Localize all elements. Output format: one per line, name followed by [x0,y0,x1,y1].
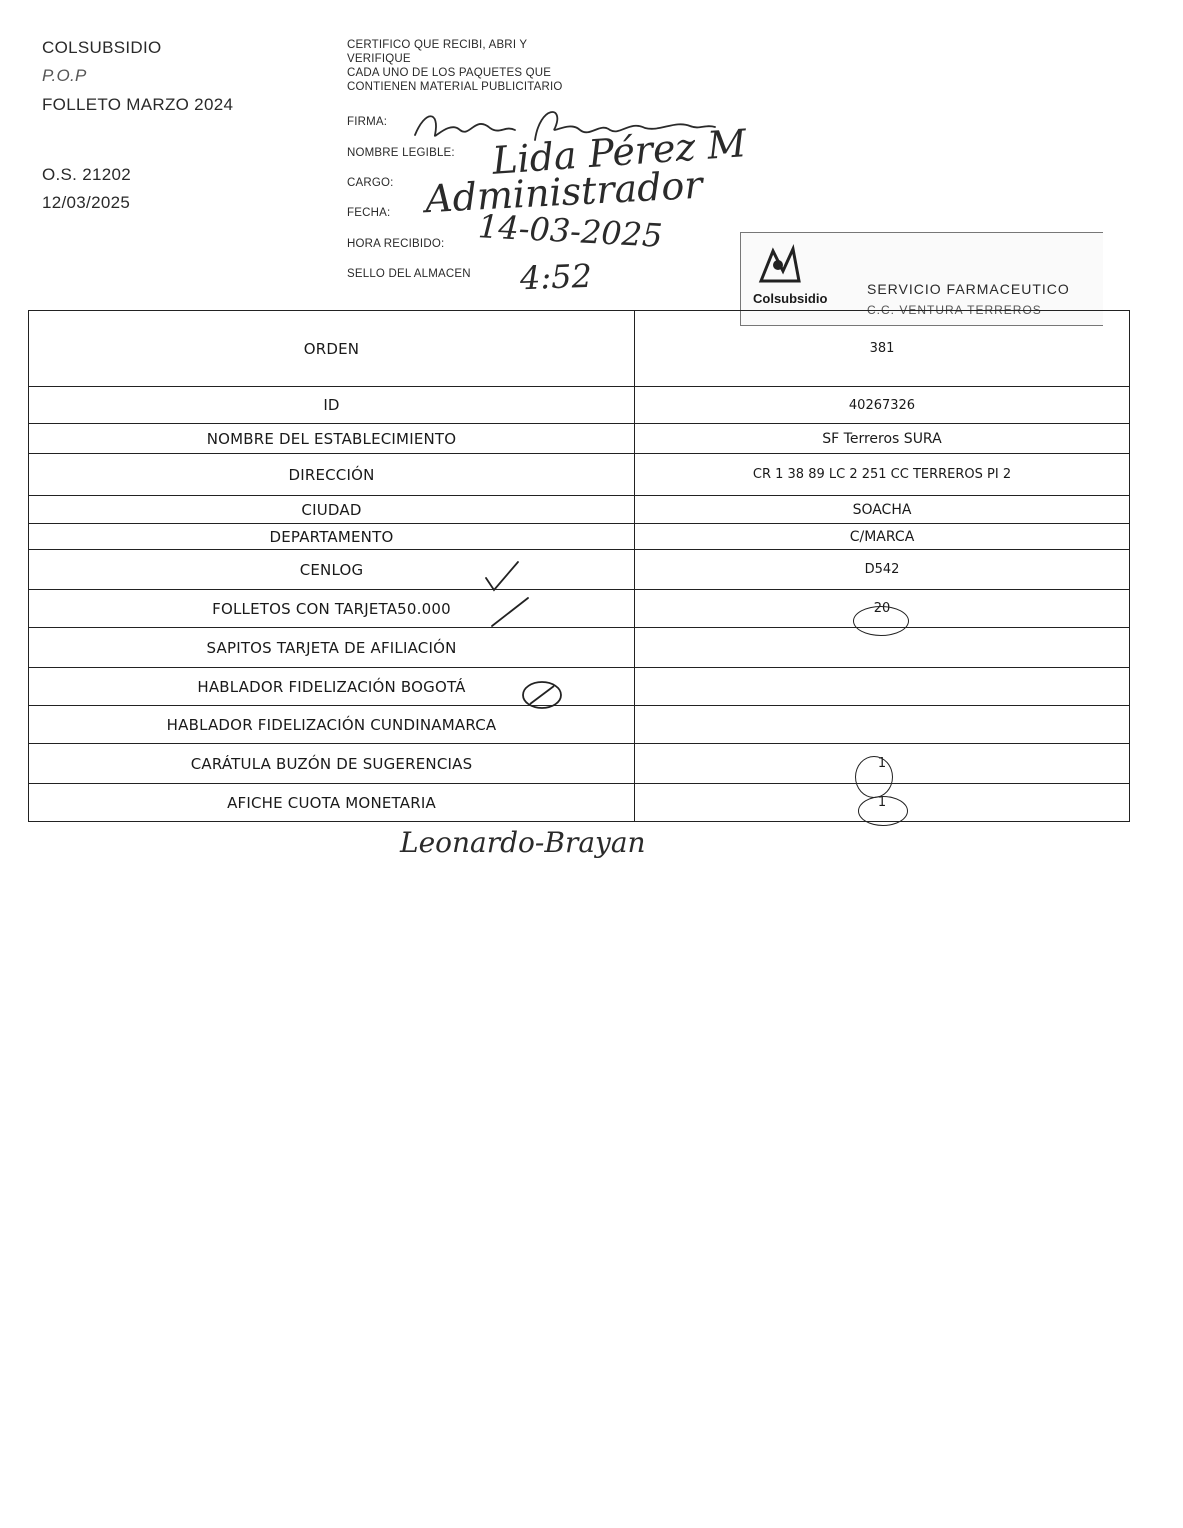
row-label: CIUDAD [29,496,635,524]
cert-line: CERTIFICO QUE RECIBI, ABRI Y [347,39,528,51]
row-value [635,668,1130,706]
folleto-title: FOLLETO MARZO 2024 [42,95,234,114]
row-value: CR 1 38 89 LC 2 251 CC TERREROS PI 2 [635,454,1130,496]
row-value: SF Terreros SURA [635,424,1130,454]
row-value: 1 [635,744,1130,784]
row-label: DIRECCIÓN [29,454,635,496]
table-row [29,784,1130,822]
row-value: 381 [635,311,1130,387]
row-label: DEPARTAMENTO [29,524,635,550]
row-value [635,706,1130,744]
row-label: ORDEN [29,311,635,387]
row-value: 40267326 [635,387,1130,424]
row-label: AFICHE CUOTA MONETARIA [29,784,635,822]
label-nombre: NOMBRE LEGIBLE: [347,147,455,159]
table-row [29,590,1130,628]
row-label: HABLADOR FIDELIZACIÓN BOGOTÁ [29,668,635,706]
table-row [29,424,1130,454]
row-label: NOMBRE DEL ESTABLECIMIENTO [29,424,635,454]
pop-code: P.O.P [42,66,87,85]
handwritten-hora: 4:52 [519,256,593,298]
check-mark-icon [488,594,534,630]
table-row [29,706,1130,744]
certification-text [347,38,563,94]
table-row [29,744,1130,784]
label-cargo: CARGO: [347,177,394,189]
label-firma: FIRMA: [347,116,388,128]
check-mark-icon [482,560,522,594]
value-circle-icon [853,606,909,636]
label-sello: SELLO DEL ALMACEN [347,268,471,280]
service-order: O.S. 21202 [42,165,132,184]
stamp-line2: C.C. VENTURA TERREROS [867,303,1042,317]
row-label: ID [29,387,635,424]
value-circle-icon [855,756,893,798]
handwritten-fecha: 14-03-2025 [477,207,664,255]
row-label: SAPITOS TARJETA DE AFILIACIÓN [29,628,635,668]
table-row [29,311,1130,387]
table-row [29,668,1130,706]
value-circle-icon [858,796,908,826]
header-date: 12/03/2025 [42,193,131,212]
row-label: FOLLETOS CON TARJETA50.000 [29,590,635,628]
row-value: C/MARCA [635,524,1130,550]
cert-line: CADA UNO DE LOS PAQUETES QUE [347,67,552,79]
handwritten-cargo: Administrador [424,162,704,222]
stamp-line1: SERVICIO FARMACEUTICO [867,281,1070,297]
company-name: COLSUBSIDIO [42,38,162,57]
row-value: D542 [635,550,1130,590]
row-label: CENLOG [29,550,635,590]
cert-line: VERIFIQUE [347,53,411,65]
delivery-table [28,310,1130,822]
row-label: HABLADOR FIDELIZACIÓN CUNDINAMARCA [29,706,635,744]
row-value: 20 [635,590,1130,628]
cert-line: CONTIENEN MATERIAL PUBLICITARIO [347,81,563,93]
footer-signature: Leonardo-Brayan [400,826,646,859]
table-row [29,628,1130,668]
table-row [29,550,1130,590]
stamp-brand: Colsubsidio [753,291,828,306]
table-row [29,387,1130,424]
table-row [29,496,1130,524]
label-fecha: FECHA: [347,207,391,219]
colsubsidio-logo-icon [753,241,803,289]
circled-cross-icon [520,678,566,712]
handwritten-name: Lida Pérez M [490,121,748,183]
row-value: SOACHA [635,496,1130,524]
row-label: CARÁTULA BUZÓN DE SUGERENCIAS [29,744,635,784]
table-row [29,524,1130,550]
row-value: 1 [635,784,1130,822]
label-hora: HORA RECIBIDO: [347,238,445,250]
table-row [29,454,1130,496]
